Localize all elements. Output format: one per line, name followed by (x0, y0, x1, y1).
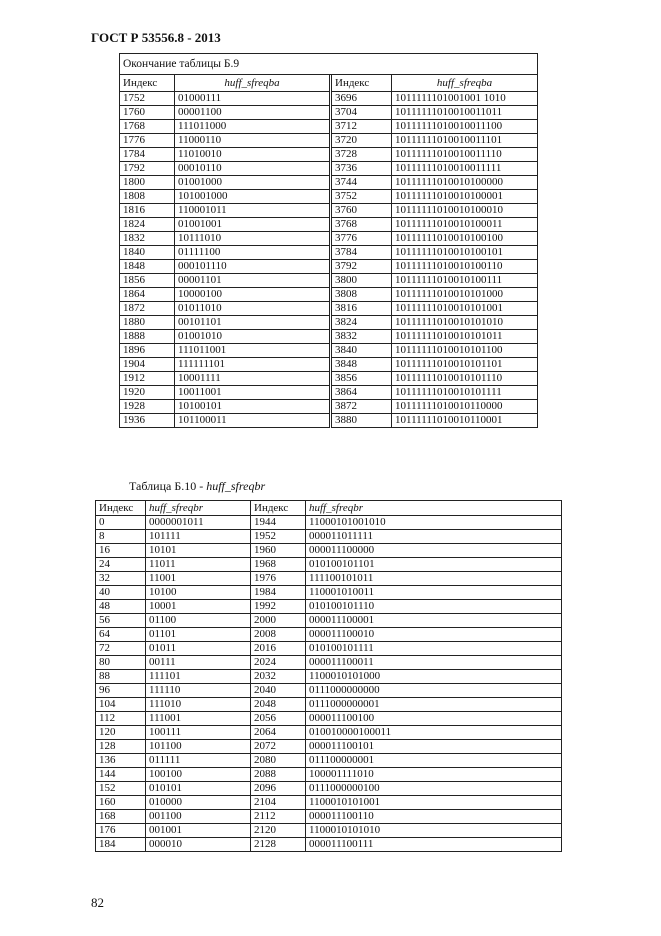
table-row (120, 120, 538, 134)
table-row (120, 246, 538, 260)
code-cell: 11011 (146, 558, 251, 572)
index-cell: 3864 (332, 386, 392, 400)
table-row (120, 204, 538, 218)
table-row (96, 726, 562, 740)
code-cell: 0000001011 (146, 516, 251, 530)
code-cell: 110001010011 (306, 586, 562, 600)
index-cell: 3760 (332, 204, 392, 218)
index-cell: 2096 (251, 782, 306, 796)
column-header-index: Индекс (332, 75, 392, 92)
table-row (96, 544, 562, 558)
code-cell: 010100101111 (306, 642, 562, 656)
code-cell: 000011100100 (306, 712, 562, 726)
table-b9-caption: Окончание таблицы Б.9 (120, 54, 538, 75)
index-cell: 3728 (332, 148, 392, 162)
index-cell: 1832 (120, 232, 175, 246)
code-cell: 000011100001 (306, 614, 562, 628)
index-cell: 3816 (332, 302, 392, 316)
code-cell: 11010010 (175, 148, 330, 162)
index-cell: 1760 (120, 106, 175, 120)
code-cell: 10111111010010101010 (392, 316, 538, 330)
code-cell: 10111111010010011110 (392, 148, 538, 162)
code-cell: 101100011 (175, 414, 330, 428)
index-cell: 1952 (251, 530, 306, 544)
index-cell: 1752 (120, 92, 175, 106)
index-cell: 2112 (251, 810, 306, 824)
code-cell: 010100101110 (306, 600, 562, 614)
index-cell: 3824 (332, 316, 392, 330)
column-header-code: huff_sfreqbr (146, 501, 251, 516)
code-cell: 010100101101 (306, 558, 562, 572)
code-cell: 01101 (146, 628, 251, 642)
index-cell: 1792 (120, 162, 175, 176)
code-cell: 10111111010010101100 (392, 344, 538, 358)
index-cell: 1824 (120, 218, 175, 232)
index-cell: 3792 (332, 260, 392, 274)
code-cell: 1011111101001001 1010 (392, 92, 538, 106)
code-cell: 01011 (146, 642, 251, 656)
code-cell: 000011100110 (306, 810, 562, 824)
table-row (120, 176, 538, 190)
index-cell: 184 (96, 838, 146, 852)
index-cell: 1928 (120, 400, 175, 414)
index-cell: 136 (96, 754, 146, 768)
caption-prefix: Таблица Б.10 - (129, 479, 207, 493)
index-cell: 3856 (332, 372, 392, 386)
index-cell: 3776 (332, 232, 392, 246)
index-cell: 1848 (120, 260, 175, 274)
code-cell: 10111111010010100100 (392, 232, 538, 246)
code-cell: 10111111010010101101 (392, 358, 538, 372)
code-cell: 011100000001 (306, 754, 562, 768)
code-cell: 101111 (146, 530, 251, 544)
index-cell: 96 (96, 684, 146, 698)
index-cell: 3704 (332, 106, 392, 120)
table-row (120, 92, 538, 106)
column-header-code: huff_sfreqba (175, 75, 330, 92)
column-header-code: huff_sfreqba (392, 75, 538, 92)
code-cell: 10111111010010101011 (392, 330, 538, 344)
code-cell: 10101 (146, 544, 251, 558)
index-cell: 1856 (120, 274, 175, 288)
code-cell: 111001 (146, 712, 251, 726)
code-cell: 10111111010010100011 (392, 218, 538, 232)
index-cell: 40 (96, 586, 146, 600)
index-cell: 1944 (251, 516, 306, 530)
code-cell: 110001011 (175, 204, 330, 218)
code-cell: 01001001 (175, 218, 330, 232)
code-cell: 11000101001010 (306, 516, 562, 530)
table-row (96, 614, 562, 628)
table-row (96, 754, 562, 768)
table-row (96, 796, 562, 810)
index-cell: 1920 (120, 386, 175, 400)
code-cell: 000011011111 (306, 530, 562, 544)
code-cell: 00010110 (175, 162, 330, 176)
table-b10-caption (129, 479, 265, 494)
index-cell: 2000 (251, 614, 306, 628)
code-cell: 000011100000 (306, 544, 562, 558)
index-cell: 2048 (251, 698, 306, 712)
table-row (120, 414, 538, 428)
code-cell: 11000110 (175, 134, 330, 148)
index-cell: 2008 (251, 628, 306, 642)
code-cell: 001100 (146, 810, 251, 824)
index-cell: 0 (96, 516, 146, 530)
code-cell: 111111101 (175, 358, 330, 372)
code-cell: 010010000100011 (306, 726, 562, 740)
index-cell: 144 (96, 768, 146, 782)
code-cell: 001001 (146, 824, 251, 838)
table-row (120, 358, 538, 372)
index-cell: 1816 (120, 204, 175, 218)
index-cell: 2056 (251, 712, 306, 726)
code-cell: 000011100111 (306, 838, 562, 852)
index-cell: 1776 (120, 134, 175, 148)
table-row (96, 530, 562, 544)
index-cell: 3872 (332, 400, 392, 414)
table-row (120, 400, 538, 414)
code-cell: 10111111010010101001 (392, 302, 538, 316)
code-cell: 00111 (146, 656, 251, 670)
index-cell: 24 (96, 558, 146, 572)
table-row (120, 274, 538, 288)
code-cell: 111010 (146, 698, 251, 712)
table-row (96, 558, 562, 572)
index-cell: 3736 (332, 162, 392, 176)
code-cell: 011111 (146, 754, 251, 768)
code-cell: 10111111010010101111 (392, 386, 538, 400)
index-cell: 16 (96, 544, 146, 558)
index-cell: 2120 (251, 824, 306, 838)
index-cell: 2080 (251, 754, 306, 768)
code-cell: 010000 (146, 796, 251, 810)
table-row (120, 232, 538, 246)
code-cell: 111011000 (175, 120, 330, 134)
table-row (96, 642, 562, 656)
index-cell: 1808 (120, 190, 175, 204)
table-row (120, 386, 538, 400)
column-header-index: Индекс (120, 75, 175, 92)
index-cell: 3712 (332, 120, 392, 134)
table-row (120, 218, 538, 232)
index-cell: 2016 (251, 642, 306, 656)
index-cell: 3832 (332, 330, 392, 344)
column-header-code: huff_sfreqbr (306, 501, 562, 516)
code-cell: 010101 (146, 782, 251, 796)
index-cell: 1960 (251, 544, 306, 558)
index-cell: 3752 (332, 190, 392, 204)
index-cell: 3696 (332, 92, 392, 106)
index-cell: 1800 (120, 176, 175, 190)
index-cell: 1896 (120, 344, 175, 358)
index-cell: 72 (96, 642, 146, 656)
table-row (96, 838, 562, 852)
page-number: 82 (91, 895, 104, 910)
code-cell: 100111 (146, 726, 251, 740)
code-cell: 10001 (146, 600, 251, 614)
code-cell: 0111000000000 (306, 684, 562, 698)
index-cell: 1768 (120, 120, 175, 134)
code-cell: 000010 (146, 838, 251, 852)
table-row (96, 670, 562, 684)
index-cell: 1984 (251, 586, 306, 600)
index-cell: 160 (96, 796, 146, 810)
index-cell: 3840 (332, 344, 392, 358)
code-cell: 111100101011 (306, 572, 562, 586)
index-cell: 1840 (120, 246, 175, 260)
table-row (120, 316, 538, 330)
code-cell: 11001 (146, 572, 251, 586)
index-cell: 112 (96, 712, 146, 726)
index-cell: 2088 (251, 768, 306, 782)
table-row (96, 656, 562, 670)
table-row (120, 134, 538, 148)
code-cell: 1100010101000 (306, 670, 562, 684)
table-row (120, 344, 538, 358)
index-cell: 2024 (251, 656, 306, 670)
table-row (96, 768, 562, 782)
code-cell: 10111111010010011101 (392, 134, 538, 148)
table-row (120, 372, 538, 386)
index-cell: 152 (96, 782, 146, 796)
column-header-index: Индекс (251, 501, 306, 516)
code-cell: 10100101 (175, 400, 330, 414)
index-cell: 2104 (251, 796, 306, 810)
index-cell: 104 (96, 698, 146, 712)
index-cell: 64 (96, 628, 146, 642)
index-cell: 48 (96, 600, 146, 614)
code-cell: 00001100 (175, 106, 330, 120)
index-cell: 1912 (120, 372, 175, 386)
table-row (96, 824, 562, 838)
index-cell: 3720 (332, 134, 392, 148)
index-cell: 1904 (120, 358, 175, 372)
index-cell: 1784 (120, 148, 175, 162)
code-cell: 10011001 (175, 386, 330, 400)
code-cell: 10111111010010100101 (392, 246, 538, 260)
table-row (120, 330, 538, 344)
code-cell: 000011100101 (306, 740, 562, 754)
code-cell: 000101110 (175, 260, 330, 274)
code-cell: 000011100010 (306, 628, 562, 642)
code-cell: 100100 (146, 768, 251, 782)
code-cell: 10111111010010100000 (392, 176, 538, 190)
code-cell: 01100 (146, 614, 251, 628)
index-cell: 1864 (120, 288, 175, 302)
index-cell: 1976 (251, 572, 306, 586)
code-cell: 0111000000001 (306, 698, 562, 712)
table-row (120, 190, 538, 204)
index-cell: 2128 (251, 838, 306, 852)
index-cell: 2032 (251, 670, 306, 684)
code-cell: 01011010 (175, 302, 330, 316)
index-cell: 8 (96, 530, 146, 544)
table-row (120, 302, 538, 316)
index-cell: 2072 (251, 740, 306, 754)
table-b10 (95, 500, 562, 852)
code-cell: 111101 (146, 670, 251, 684)
code-cell: 10111111010010110000 (392, 400, 538, 414)
index-cell: 168 (96, 810, 146, 824)
index-cell: 1888 (120, 330, 175, 344)
document-header: ГОСТ Р 53556.8 - 2013 (91, 30, 221, 45)
table-row (96, 586, 562, 600)
index-cell: 56 (96, 614, 146, 628)
code-cell: 1100010101010 (306, 824, 562, 838)
index-cell: 3744 (332, 176, 392, 190)
code-cell: 00001101 (175, 274, 330, 288)
code-cell: 10111111010010100010 (392, 204, 538, 218)
code-cell: 10111010 (175, 232, 330, 246)
index-cell: 2040 (251, 684, 306, 698)
code-cell: 01001010 (175, 330, 330, 344)
table-row (96, 572, 562, 586)
index-cell: 1968 (251, 558, 306, 572)
table-row (120, 162, 538, 176)
index-cell: 3880 (332, 414, 392, 428)
code-cell: 111011001 (175, 344, 330, 358)
code-cell: 10111111010010011011 (392, 106, 538, 120)
table-row (96, 684, 562, 698)
code-cell: 10111111010010100001 (392, 190, 538, 204)
index-cell: 3808 (332, 288, 392, 302)
index-cell: 1992 (251, 600, 306, 614)
code-cell: 01111100 (175, 246, 330, 260)
index-cell: 3768 (332, 218, 392, 232)
table-row (120, 260, 538, 274)
index-cell: 32 (96, 572, 146, 586)
index-cell: 80 (96, 656, 146, 670)
table-row (96, 600, 562, 614)
code-cell: 100001111010 (306, 768, 562, 782)
index-cell: 1936 (120, 414, 175, 428)
code-cell: 111110 (146, 684, 251, 698)
code-cell: 00101101 (175, 316, 330, 330)
code-cell: 101001000 (175, 190, 330, 204)
caption-name: huff_sfreqbr (206, 479, 266, 493)
index-cell: 120 (96, 726, 146, 740)
code-cell: 10111111010010100111 (392, 274, 538, 288)
code-cell: 10111111010010011100 (392, 120, 538, 134)
index-cell: 176 (96, 824, 146, 838)
table-row (96, 712, 562, 726)
table-b9-continuation (119, 53, 538, 428)
index-cell: 3800 (332, 274, 392, 288)
table-row (120, 288, 538, 302)
column-header-index: Индекс (96, 501, 146, 516)
code-cell: 01001000 (175, 176, 330, 190)
index-cell: 88 (96, 670, 146, 684)
table-row (96, 782, 562, 796)
table-row (96, 516, 562, 530)
code-cell: 01000111 (175, 92, 330, 106)
index-cell: 3848 (332, 358, 392, 372)
table-row (96, 810, 562, 824)
index-cell: 3784 (332, 246, 392, 260)
index-cell: 1880 (120, 316, 175, 330)
code-cell: 10111111010010110001 (392, 414, 538, 428)
table-row (96, 740, 562, 754)
code-cell: 10100 (146, 586, 251, 600)
code-cell: 10000100 (175, 288, 330, 302)
code-cell: 10111111010010101110 (392, 372, 538, 386)
code-cell: 10001111 (175, 372, 330, 386)
table-row (120, 148, 538, 162)
index-cell: 2064 (251, 726, 306, 740)
code-cell: 10111111010010101000 (392, 288, 538, 302)
code-cell: 000011100011 (306, 656, 562, 670)
code-cell: 10111111010010011111 (392, 162, 538, 176)
code-cell: 1100010101001 (306, 796, 562, 810)
table-row (96, 628, 562, 642)
table-row (120, 106, 538, 120)
code-cell: 10111111010010100110 (392, 260, 538, 274)
code-cell: 0111000000100 (306, 782, 562, 796)
code-cell: 101100 (146, 740, 251, 754)
index-cell: 128 (96, 740, 146, 754)
table-row (96, 698, 562, 712)
index-cell: 1872 (120, 302, 175, 316)
